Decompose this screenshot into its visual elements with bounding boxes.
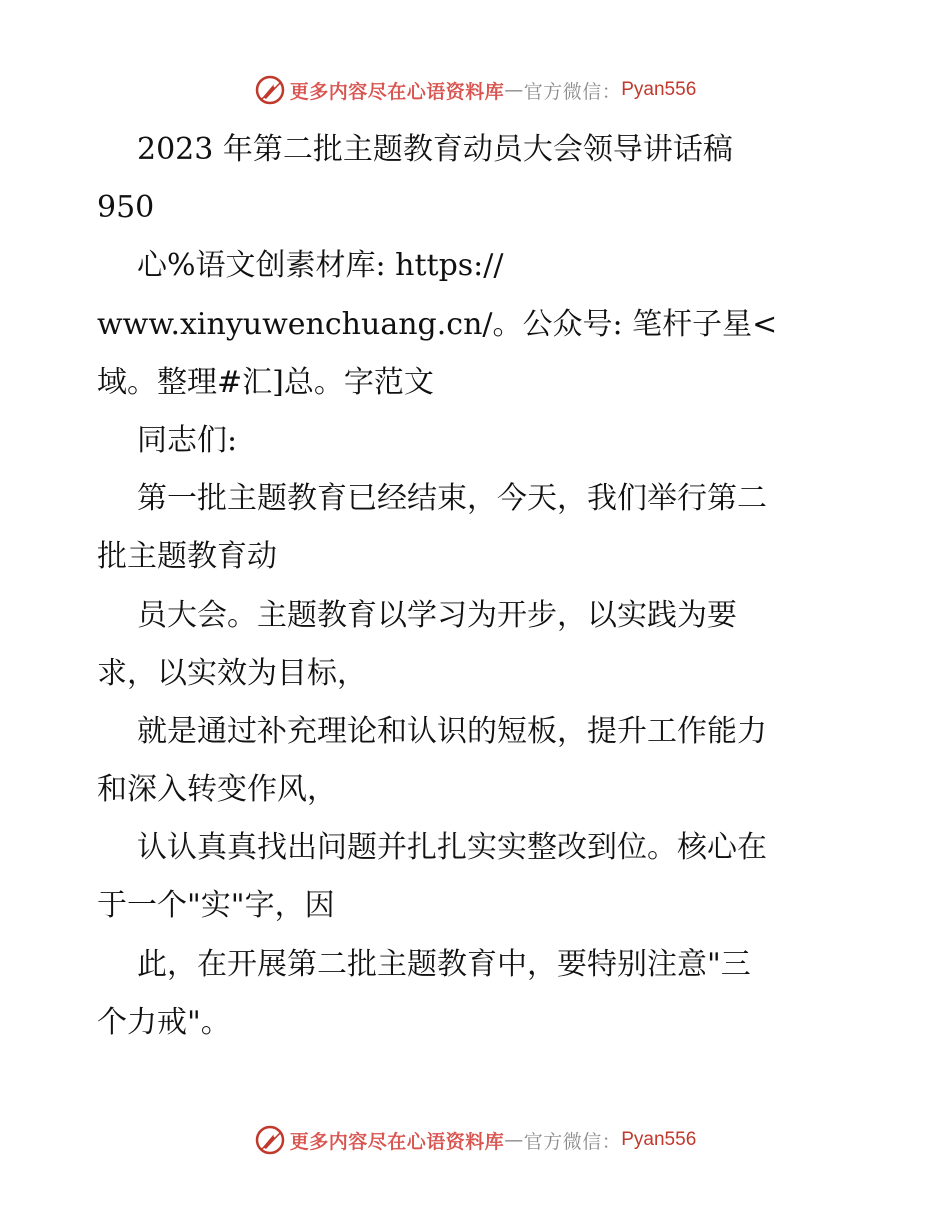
document-line: 域。整理#汇]总。字范文	[97, 364, 434, 400]
document-line: 同志们:	[137, 422, 238, 458]
document-line: www.xinyuwenchuang.cn/。公众号: 笔杆子星<	[97, 306, 778, 342]
watermark-banner-bottom	[0, 1120, 950, 1160]
document-line: 于一个"实"字，因	[97, 888, 335, 924]
document-body	[97, 121, 857, 1052]
watermark-wechat-id: Pyan556	[621, 79, 697, 100]
document-line: 求，以实效为目标，	[97, 655, 367, 691]
document-line: 员大会。主题教育以学习为开步，以实践为要	[137, 597, 737, 633]
watermark-banner-top	[0, 70, 950, 110]
document-line: 第一批主题教育已经结束，今天，我们举行第二	[137, 481, 767, 517]
watermark-sub-text: 官方微信：	[523, 1130, 622, 1153]
pen-nib-circle-icon	[254, 1124, 286, 1156]
watermark-sub-text: 官方微信：	[523, 80, 622, 103]
document-line: 950	[97, 190, 155, 226]
pen-nib-circle-icon	[254, 74, 286, 106]
watermark-separator: —	[504, 79, 524, 101]
watermark-separator: —	[504, 1129, 524, 1151]
document-line: 个力戒"。	[97, 1004, 231, 1040]
document-line: 认认真真找出问题并扎扎实实整改到位。核心在	[137, 830, 767, 866]
document-line: 就是通过补充理论和认识的短板，提升工作能力	[137, 713, 767, 749]
document-line: 此，在开展第二批主题教育中，要特别注意"三	[137, 946, 751, 982]
document-line: 批主题教育动	[97, 539, 277, 575]
watermark-wechat-id: Pyan556	[621, 1129, 697, 1150]
watermark-main-text: 更多内容尽在心语资料库	[289, 80, 505, 103]
document-line: 和深入转变作风，	[97, 772, 337, 808]
document-line: 2023 年第二批主题教育动员大会领导讲话稿	[137, 132, 733, 167]
document-line: 心%语文创素材库: https://	[137, 248, 504, 284]
watermark-main-text: 更多内容尽在心语资料库	[289, 1130, 505, 1153]
